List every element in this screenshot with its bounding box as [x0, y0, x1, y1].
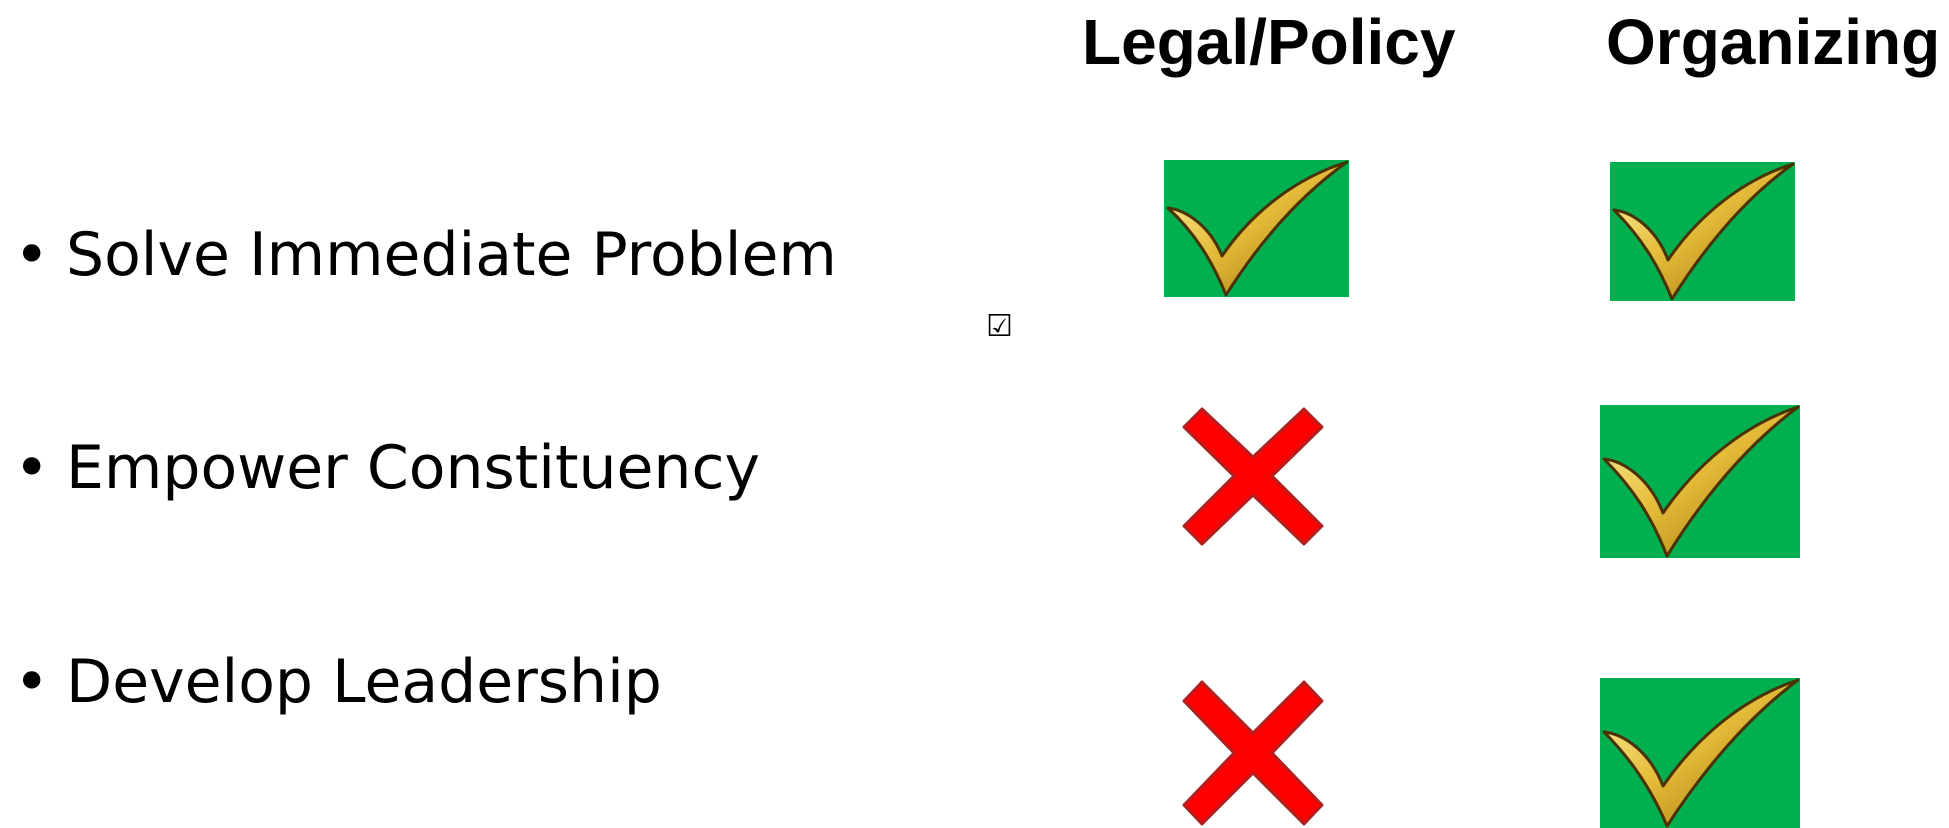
bullet: •: [14, 433, 50, 503]
row-label-develop-leadership: [14, 642, 662, 722]
bullet: •: [14, 220, 50, 290]
row-label-text: Solve Immediate Problem: [66, 220, 837, 290]
gold-checkmark-icon: [1600, 405, 1800, 558]
column-header-legal-policy: Legal/Policy: [1082, 6, 1456, 78]
row-label-text: Empower Constituency: [66, 433, 760, 503]
red-x-icon: [1180, 678, 1326, 828]
gold-checkmark-icon: [1610, 162, 1795, 301]
row-label-text: Develop Leadership: [66, 647, 662, 717]
column-header-organizing: Organizing: [1606, 6, 1941, 78]
small-checkbox-icon: ☑: [986, 309, 1013, 344]
bullet: •: [14, 647, 50, 717]
gold-checkmark-icon: [1600, 678, 1800, 828]
red-x-icon: [1180, 405, 1326, 548]
row-label-solve-immediate-problem: [14, 215, 837, 295]
row-label-empower-constituency: [14, 428, 760, 508]
gold-checkmark-icon: [1164, 160, 1349, 297]
